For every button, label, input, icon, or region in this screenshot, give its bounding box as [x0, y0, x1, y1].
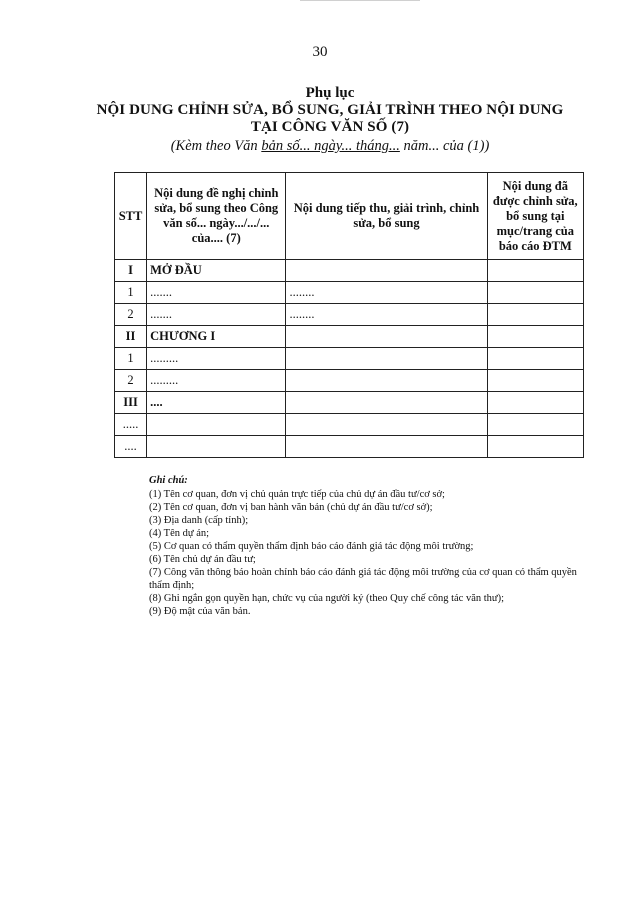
table-row — [115, 326, 584, 348]
table-row — [115, 348, 584, 370]
revised-location-cell — [487, 260, 583, 282]
note-item: (3) Địa danh (cấp tỉnh); — [149, 515, 249, 526]
stt-cell: III — [115, 392, 147, 414]
table-row — [115, 392, 584, 414]
requested-content-cell: ......... — [147, 348, 286, 370]
stt-cell: 1 — [115, 282, 147, 304]
response-content-cell — [286, 348, 487, 370]
note-item: (6) Tên chủ dự án đầu tư; — [149, 554, 256, 565]
header-requested-content: Nội dung đề nghị chỉnh sửa, bổ sung theo Công văn số... ngày.../.../... của.... (7) — [147, 173, 286, 260]
document-title-line-1: NỘI DUNG CHỈNH SỬA, BỔ SUNG, GIẢI TRÌNH THEO NỘI DUNG — [96, 102, 564, 118]
requested-content-cell — [147, 436, 286, 458]
note-item: (9) Độ mật của văn bản. — [149, 606, 251, 617]
page-number: 30 — [312, 44, 328, 60]
response-content-cell — [286, 260, 487, 282]
requested-content-cell: ......... — [147, 370, 286, 392]
table-header-row — [115, 173, 584, 260]
header-revised-location: Nội dung đã được chỉnh sửa, bổ sung tại mục/trang của báo cáo ĐTM — [487, 173, 583, 260]
title-block — [80, 84, 580, 155]
revised-location-cell — [487, 392, 583, 414]
response-content-cell: ........ — [286, 282, 487, 304]
stt-cell: 1 — [115, 348, 147, 370]
revised-location-cell — [487, 414, 583, 436]
revised-location-cell — [487, 348, 583, 370]
document-subtitle — [80, 137, 580, 155]
header-response-content: Nội dung tiếp thu, giải trình, chỉnh sửa, bổ sung — [286, 173, 487, 260]
requested-content-cell: .... — [147, 392, 286, 414]
response-content-cell — [286, 414, 487, 436]
note-item: (7) Công văn thông báo hoàn chỉnh báo cáo đánh giá tác động môi trường của cơ quan có thẩm quyền thẩm định; — [149, 567, 577, 591]
stt-cell: ..... — [115, 414, 147, 436]
stt-cell: 2 — [115, 304, 147, 326]
response-content-cell — [286, 392, 487, 414]
requested-content-cell: CHƯƠNG I — [147, 326, 286, 348]
revised-location-cell — [487, 282, 583, 304]
subtitle-underlined: bản số... ngày... tháng... — [261, 138, 400, 154]
notes-section — [116, 474, 586, 618]
table-row — [115, 260, 584, 282]
note-item: (4) Tên dự án; — [149, 528, 210, 539]
note-item: (8) Ghi ngắn gọn quyền hạn, chức vụ của người ký (theo Quy chế công tác văn thư); — [149, 593, 505, 604]
requested-content-cell: MỞ ĐẦU — [147, 260, 286, 282]
subtitle-part-1: (Kèm theo Văn — [170, 138, 262, 154]
note-item: (5) Cơ quan có thẩm quyền thẩm định báo cáo đánh giá tác động môi trường; — [149, 541, 474, 552]
note-item: (1) Tên cơ quan, đơn vị chủ quản trực tiếp của chủ dự án đầu tư/cơ sở; — [149, 489, 445, 500]
table-row — [115, 304, 584, 326]
subtitle-part-2: năm... của (1)) — [399, 138, 490, 154]
appendix-label: Phụ lục — [305, 85, 355, 101]
response-content-cell: ........ — [286, 304, 487, 326]
revised-location-cell — [487, 326, 583, 348]
stt-cell: 2 — [115, 370, 147, 392]
revised-location-cell — [487, 304, 583, 326]
notes-title: Ghi chú: — [149, 475, 188, 486]
response-content-cell — [286, 436, 487, 458]
header-stt: STT — [115, 173, 147, 260]
revision-table — [114, 172, 584, 458]
requested-content-cell: ....... — [147, 282, 286, 304]
top-edge-rule — [300, 0, 420, 1]
table-row — [115, 282, 584, 304]
response-content-cell — [286, 370, 487, 392]
note-item: (2) Tên cơ quan, đơn vị ban hành văn bản (chủ dự án đầu tư/cơ sở); — [149, 502, 433, 513]
table-row — [115, 370, 584, 392]
requested-content-cell — [147, 414, 286, 436]
stt-cell: II — [115, 326, 147, 348]
table-row — [115, 436, 584, 458]
stt-cell: .... — [115, 436, 147, 458]
revised-location-cell — [487, 370, 583, 392]
requested-content-cell: ....... — [147, 304, 286, 326]
stt-cell: I — [115, 260, 147, 282]
response-content-cell — [286, 326, 487, 348]
revised-location-cell — [487, 436, 583, 458]
document-title-line-2: TẠI CÔNG VĂN SỐ (7) — [250, 119, 410, 135]
table-row — [115, 414, 584, 436]
